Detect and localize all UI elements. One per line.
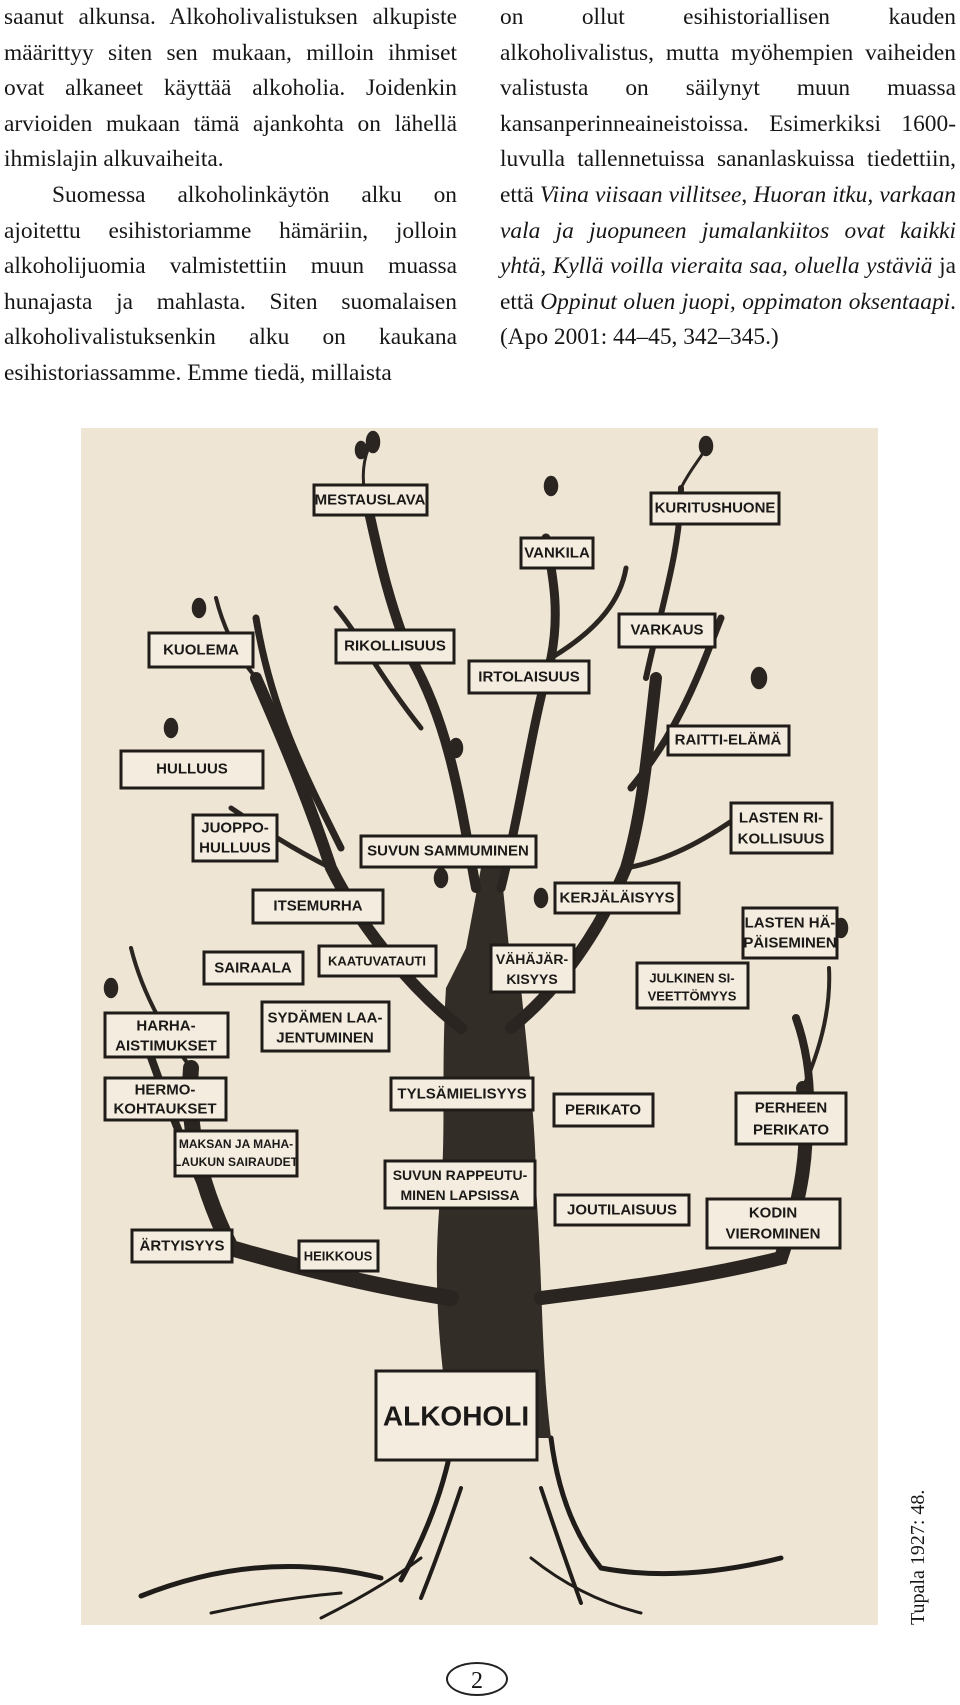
tree-label: PERHEEN — [754, 1099, 828, 1117]
tree-label: KOLLISUUS — [737, 830, 825, 848]
tree-label: ÄRTYISYYS — [139, 1237, 225, 1255]
tree-label: KODIN — [748, 1204, 798, 1222]
text-run: , — [741, 181, 754, 208]
text-run: ja että — [500, 253, 956, 315]
tree-label: SYDÄMEN LAA- — [267, 1009, 383, 1027]
tree-label: VÄHÄJÄR- — [495, 951, 569, 967]
proverb: Viina viisaan villitsee — [539, 181, 742, 208]
tree-label: PERIKATO — [564, 1101, 642, 1119]
tree-label: HARHA- — [136, 1017, 196, 1035]
text-run: on ollut esihistoriallisen kauden alkoholivalistus, mutta myöhempien vaiheiden valistusta on säilynyt muun muassa kansanperinneaineistoissa. Esimerkiksi 1600-luvulla tallennetuissa sananlaskuissa tiedettiin, että — [500, 4, 956, 208]
tree-label: VARKAUS — [630, 621, 704, 639]
tree-label: RIKOLLISUUS — [344, 637, 446, 655]
tree-label: HULLUUS — [156, 760, 228, 778]
tree-label: AISTIMUKSET — [115, 1037, 217, 1055]
tree-label: LAUKUN SAIRAUDET — [174, 1155, 298, 1169]
tree-label: IRTOLAISUUS — [478, 668, 580, 686]
text-run: . (Apo 2001: 44–45, 342–345.) — [500, 288, 956, 351]
tree-label: LASTEN HÄ- — [744, 914, 836, 932]
tree-label: JENTUMINEN — [276, 1029, 374, 1047]
tree-label: SUVUN SAMMUMINEN — [367, 842, 529, 860]
tree-label: KURITUSHUONE — [654, 499, 776, 517]
text-column-right — [500, 0, 956, 356]
page-number: 2 — [446, 1662, 508, 1696]
tree-label: VEETTÖMYYS — [647, 988, 737, 1004]
tree-label: MAKSAN JA MAHA- — [178, 1137, 294, 1151]
tree-label: MINEN LAPSISSA — [400, 1187, 520, 1203]
tree-label: LASTEN RI- — [738, 809, 824, 827]
tree-label: JOUTILAISUUS — [566, 1201, 678, 1219]
tree-label: KUOLEMA — [163, 641, 239, 659]
text-run: , — [540, 253, 553, 280]
proverb: Huoran itku, varkaan vala ja juopuneen jumalankiitos ovat kaikki yhtä — [500, 181, 956, 280]
tree-label: SAIRAALA — [214, 959, 292, 977]
tree-label: KAATUVATAUTI — [328, 953, 426, 969]
text-column-left — [4, 0, 457, 392]
tree-label: MESTAUSLAVA — [314, 491, 426, 509]
tree-label: KOHTAUKSET — [113, 1100, 217, 1118]
tree-label: KERJÄLÄISYYS — [559, 889, 675, 907]
tree-label: JUOPPO- — [201, 819, 269, 837]
tree-label: RAITTI-ELÄMÄ — [674, 731, 782, 749]
tree-label: SUVUN RAPPEUTU- — [392, 1167, 528, 1183]
paragraph: Suomessa alkoholinkäytön alku on ajoitettu esihistoriamme hämäriin, jolloin alkoholijuomia valmistettiin muun muassa hunajasta ja mahlasta. Siten suomalaisen alkoholivalistuksenkin alku on kaukana esihistoriassamme. Emme tiedä, millaista — [4, 181, 457, 386]
proverb: Kyllä voilla vieraita saa, oluella ystäviä — [552, 253, 933, 280]
tree-label: HERMO- — [134, 1081, 196, 1099]
tree-label: JULKINEN SI- — [649, 970, 735, 986]
paragraph — [500, 0, 956, 356]
tree-label: HEIKKOUS — [303, 1248, 373, 1264]
tree-label: PÄISEMINEN — [743, 934, 837, 952]
tree-label: HULLUUS — [199, 839, 271, 857]
paragraph: saanut alkunsa. Alkoholivalistuksen alkupiste määrittyy siten sen mukaan, milloin ihmiset ovat alkaneet käyttää alkoholia. Joidenkin arvioiden mukaan tämä ajankohta on lähellä ihmislajin alkuvaiheita. — [4, 4, 457, 173]
tree-label: KISYYS — [506, 971, 558, 987]
tree-label: VANKILA — [524, 544, 590, 562]
tree-label: PERIKATO — [752, 1121, 830, 1139]
proverb: Oppinut oluen juopi, oppimaton oksentaapi — [540, 288, 951, 315]
alcohol-tree-illustration — [81, 428, 878, 1625]
tree-label: VIEROMINEN — [725, 1225, 821, 1243]
tree-label: ITSEMURHA — [273, 897, 363, 915]
tree-root-label: ALKOHOLI — [382, 1400, 530, 1432]
figure-caption: Tupala 1927: 48. — [907, 1489, 929, 1625]
tree-label: TYLSÄMIELISYYS — [397, 1085, 527, 1103]
